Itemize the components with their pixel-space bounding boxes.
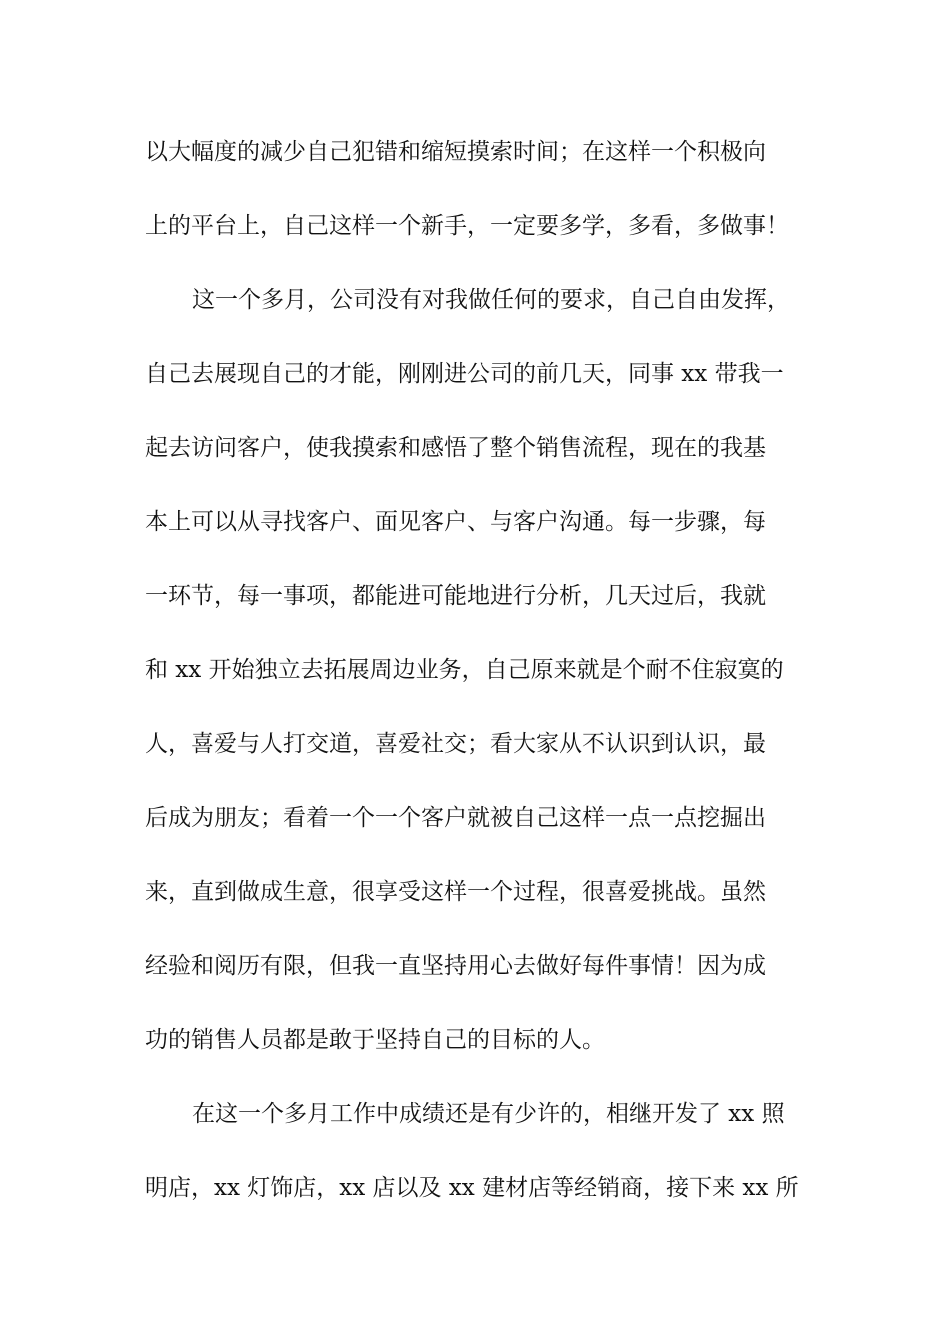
text-line: 后成为朋友；看着一个一个客户就被自己这样一点一点挖掘出 [145,805,766,831]
text-line: 和 xx 开始独立去拓展周边业务，自己原来就是个耐不住寂寞的 [145,657,784,683]
body-text [145,128,815,1238]
text-line: 一环节，每一事项，都能进可能地进行分析，几天过后，我就 [145,583,766,609]
text-line: 经验和阅历有限，但我一直坚持用心去做好每件事情！因为成 [145,953,766,979]
text-line: 起去访问客户，使我摸索和感悟了整个销售流程，现在的我基 [145,435,766,461]
text-line: 自己去展现自己的才能，刚刚进公司的前几天，同事 xx 带我一 [145,361,784,387]
text-line: 本上可以从寻找客户、面见客户、与客户沟通。每一步骤，每 [145,509,766,535]
text-line: 来，直到做成生意，很享受这样一个过程，很喜爱挑战。虽然 [145,879,766,905]
text-line: 以大幅度的减少自己犯错和缩短摸索时间；在这样一个积极向 [145,139,766,165]
text-line: 功的销售人员都是敢于坚持自己的目标的人。 [145,1027,605,1053]
paragraph-start-line: 这一个多月，公司没有对我做任何的要求，自己自由发挥， [192,287,790,313]
text-line: 人，喜爱与人打交道，喜爱社交；看大家从不认识到认识，最 [145,731,766,757]
paragraph-start-line: 在这一个多月工作中成绩还是有少许的，相继开发了 xx 照 [192,1101,785,1127]
text-line: 上的平台上，自己这样一个新手，一定要多学，多看，多做事！ [145,213,789,239]
text-line: 明店，xx 灯饰店，xx 店以及 xx 建材店等经销商，接下来 xx 所 [145,1175,799,1201]
